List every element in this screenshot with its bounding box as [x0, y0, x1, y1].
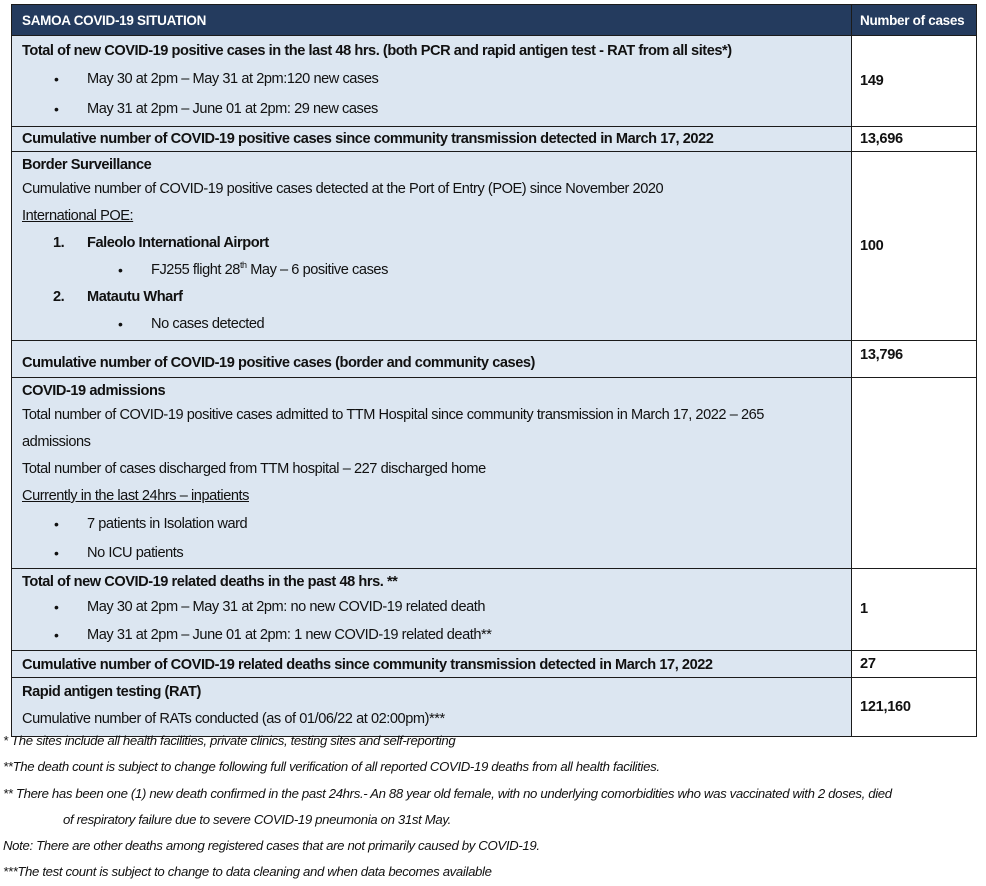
wharf-name: Matautu Wharf [87, 289, 183, 305]
new-cases-item: • May 31 at 2pm – June 01 at 2pm: 29 new cases [22, 95, 851, 125]
new-deaths-row [12, 568, 977, 651]
new-cases-row [12, 36, 977, 127]
new-cases-value: 149 [852, 36, 977, 127]
rat-line: Cumulative number of RATs conducted (as of 01/06/22 at 02:00pm)*** [22, 711, 445, 727]
new-deaths-value: 1 [852, 568, 977, 651]
cumulative-deaths-value: 27 [852, 651, 977, 678]
cumulative-community-title: Cumulative number of COVID-19 positive cases since community transmission detected in March 17, 2022 [22, 131, 714, 147]
inpatients-item: • No ICU patients [22, 540, 851, 566]
footnote-other-deaths: Note: There are other deaths among registered cases that are not primarily caused by COVID-19. [3, 838, 540, 854]
border-title: Border Surveillance [22, 157, 152, 173]
cumulative-deaths-title: Cumulative number of COVID-19 related deaths since community transmission detected in March 17, 2022 [22, 657, 713, 673]
rat-value: 121,160 [852, 678, 977, 737]
admissions-total-cont: admissions [22, 434, 91, 450]
border-row [12, 152, 977, 341]
cumulative-total-title: Cumulative number of COVID-19 positive cases (border and community cases) [22, 355, 535, 371]
wharf-detail: • No cases detected [22, 311, 851, 338]
cumulative-community-value: 13,696 [852, 127, 977, 152]
cumulative-total-row [12, 341, 977, 378]
new-deaths-item: • May 31 at 2pm – June 01 at 2pm: 1 new COVID-19 related death** [22, 622, 851, 648]
footnotes [3, 728, 983, 886]
new-deaths-title: Total of new COVID-19 related deaths in the past 48 hrs. ** [22, 573, 398, 590]
inpatients-label: Currently in the last 24hrs – inpatients [22, 488, 249, 504]
new-cases-item: • May 30 at 2pm – May 31 at 2pm:120 new cases [22, 65, 851, 95]
situation-table [11, 4, 977, 737]
rat-title: Rapid antigen testing (RAT) [22, 684, 201, 700]
footnote-test-count: ***The test count is subject to change to data cleaning and when data becomes available [3, 864, 492, 880]
cumulative-deaths-row [12, 651, 977, 678]
count-column-header: Number of cases [852, 5, 977, 36]
footnote-new-death-cont: of respiratory failure due to severe COVID-19 pneumonia on 31st May. [63, 811, 451, 827]
international-poe-label: International POE: [22, 208, 134, 224]
cumulative-community-row [12, 127, 977, 152]
airport-item [22, 230, 851, 257]
border-value: 100 [852, 152, 977, 341]
airport-name: Faleolo International Airport [87, 235, 269, 251]
admissions-total: Total number of COVID-19 positive cases admitted to TTM Hospital since community transmission in March 17, 2022 – 265 [22, 407, 764, 423]
admissions-value [852, 378, 977, 569]
footnote-sites: * The sites include all health facilities, private clinics, testing sites and self-reporting [3, 733, 456, 748]
admissions-row [12, 378, 977, 569]
border-description: Cumulative number of COVID-19 positive cases detected at the Port of Entry (POE) since November 2020 [22, 181, 664, 197]
new-cases-title: Total of new COVID-19 positive cases in the last 48 hrs. (both PCR and rapid antigen test - RAT from all sites*) [22, 43, 732, 59]
table-title: SAMOA COVID-19 SITUATION [12, 5, 852, 36]
situation-table-container [11, 4, 976, 737]
new-deaths-item: • May 30 at 2pm – May 31 at 2pm: no new COVID-19 related death [22, 593, 851, 623]
airport-number: 1. [53, 235, 65, 251]
discharged-total: Total number of cases discharged from TTM hospital – 227 discharged home [22, 461, 486, 477]
wharf-item [22, 284, 851, 311]
airport-detail: • FJ255 flight 28th May – 6 positive cases [22, 257, 851, 284]
footnote-new-death: ** There has been one (1) new death confirmed in the past 24hrs.- An 88 year old female, with no underlying comorbidities who was vaccinated with 2 doses, died [3, 785, 892, 801]
header-row [12, 5, 977, 36]
inpatients-item: • 7 patients in Isolation ward [22, 510, 851, 540]
admissions-title: COVID-19 admissions [22, 383, 166, 399]
cumulative-total-value: 13,796 [852, 341, 977, 378]
wharf-number: 2. [53, 289, 65, 305]
footnote-death-count: **The death count is subject to change following full verification of all reported COVID-19 deaths from all health facilities. [3, 759, 660, 775]
